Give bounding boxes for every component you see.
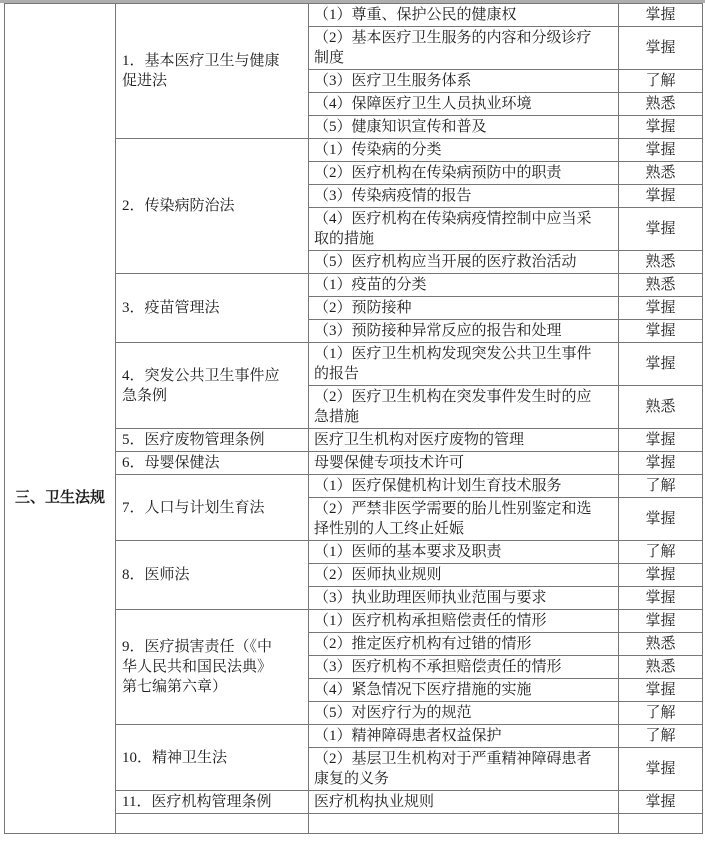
table-row xyxy=(5,4,703,27)
level-cell: 熟悉 xyxy=(619,274,703,297)
level-cell: 掌握 xyxy=(619,498,703,541)
law-name-cell: 10．精神卫生法 xyxy=(116,725,309,791)
topic-cell: （1）传染病的分类 xyxy=(309,139,619,162)
level-cell: 掌握 xyxy=(619,297,703,320)
level-cell: 熟悉 xyxy=(619,633,703,656)
level-cell: 掌握 xyxy=(619,452,703,475)
level-cell: 掌握 xyxy=(619,208,703,251)
level-cell: 掌握 xyxy=(619,610,703,633)
topic-cell: （4）保障医疗卫生人员执业环境 xyxy=(309,93,619,116)
topic-cell: （1）医疗机构承担赔偿责任的情形 xyxy=(309,610,619,633)
topic-cell: （2）严禁非医学需要的胎儿性别鉴定和选择性别的人工终止妊娠 xyxy=(309,498,619,541)
level-cell: 掌握 xyxy=(619,564,703,587)
topic-cell: （4）医疗机构在传染病疫情控制中应当采取的措施 xyxy=(309,208,619,251)
level-cell: 掌握 xyxy=(619,27,703,70)
topic-cell: （3）预防接种异常反应的报告和处理 xyxy=(309,320,619,343)
topic-cell: （1）医师的基本要求及职责 xyxy=(309,541,619,564)
topic-cell: （4）紧急情况下医疗措施的实施 xyxy=(309,679,619,702)
topic-cell: （1）精神障碍患者权益保护 xyxy=(309,725,619,748)
topic-cell: （3）传染病疫情的报告 xyxy=(309,185,619,208)
topic-cell: 母婴保健专项技术许可 xyxy=(309,452,619,475)
syllabus-table xyxy=(4,3,703,834)
topic-cell: （1）尊重、保护公民的健康权 xyxy=(309,4,619,27)
empty-cell xyxy=(619,814,703,834)
level-cell: 掌握 xyxy=(619,791,703,814)
level-cell: 掌握 xyxy=(619,185,703,208)
topic-cell: 医疗卫生机构对医疗废物的管理 xyxy=(309,429,619,452)
law-name-cell: 7．人口与计划生育法 xyxy=(116,475,309,541)
level-cell: 熟悉 xyxy=(619,656,703,679)
level-cell: 掌握 xyxy=(619,587,703,610)
syllabus-tbody xyxy=(5,4,703,834)
topic-cell: （1）医疗卫生机构发现突发公共卫生事件的报告 xyxy=(309,343,619,386)
topic-cell: （1）疫苗的分类 xyxy=(309,274,619,297)
topic-cell: （3）医疗机构不承担赔偿责任的情形 xyxy=(309,656,619,679)
empty-cell xyxy=(116,814,309,834)
topic-cell: （5）医疗机构应当开展的医疗救治活动 xyxy=(309,251,619,274)
law-name-cell: 5．医疗废物管理条例 xyxy=(116,429,309,452)
empty-cell xyxy=(309,814,619,834)
level-cell: 掌握 xyxy=(619,343,703,386)
section-label-cell xyxy=(5,4,116,834)
topic-cell: （3）医疗卫生服务体系 xyxy=(309,70,619,93)
topic-cell: （2）预防接种 xyxy=(309,297,619,320)
level-cell: 熟悉 xyxy=(619,386,703,429)
level-cell: 掌握 xyxy=(619,116,703,139)
level-cell: 熟悉 xyxy=(619,251,703,274)
topic-cell: （1）医疗保健机构计划生育技术服务 xyxy=(309,475,619,498)
law-name-cell: 3．疫苗管理法 xyxy=(116,274,309,343)
level-cell: 掌握 xyxy=(619,429,703,452)
level-cell: 掌握 xyxy=(619,139,703,162)
law-name-cell: 1．基本医疗卫生与健康促进法 xyxy=(116,4,309,139)
level-cell: 掌握 xyxy=(619,4,703,27)
level-cell: 掌握 xyxy=(619,748,703,791)
topic-cell: 医疗机构执业规则 xyxy=(309,791,619,814)
section-label: 三、卫生法规 xyxy=(14,490,105,506)
topic-cell: （2）医师执业规则 xyxy=(309,564,619,587)
level-cell: 了解 xyxy=(619,541,703,564)
topic-cell: （2）医疗机构在传染病预防中的职责 xyxy=(309,162,619,185)
topic-cell: （5）对医疗行为的规范 xyxy=(309,702,619,725)
topic-cell: （3）执业助理医师执业范围与要求 xyxy=(309,587,619,610)
topic-cell: （2）基本医疗卫生服务的内容和分级诊疗制度 xyxy=(309,27,619,70)
level-cell: 了解 xyxy=(619,725,703,748)
level-cell: 了解 xyxy=(619,475,703,498)
level-cell: 掌握 xyxy=(619,679,703,702)
law-name-cell: 9．医疗损害责任（《中华人民共和国民法典》第七编第六章） xyxy=(116,610,309,725)
topic-cell: （2）基层卫生机构对于严重精神障碍患者康复的义务 xyxy=(309,748,619,791)
law-name-cell: 4．突发公共卫生事件应急条例 xyxy=(116,343,309,429)
topic-cell: （5）健康知识宣传和普及 xyxy=(309,116,619,139)
law-name-cell: 11．医疗机构管理条例 xyxy=(116,791,309,814)
law-name-cell: 6．母婴保健法 xyxy=(116,452,309,475)
level-cell: 掌握 xyxy=(619,320,703,343)
level-cell: 熟悉 xyxy=(619,93,703,116)
level-cell: 了解 xyxy=(619,70,703,93)
topic-cell: （2）推定医疗机构有过错的情形 xyxy=(309,633,619,656)
level-cell: 了解 xyxy=(619,702,703,725)
topic-cell: （2）医疗卫生机构在突发事件发生时的应急措施 xyxy=(309,386,619,429)
law-name-cell: 8．医师法 xyxy=(116,541,309,610)
law-name-cell: 2．传染病防治法 xyxy=(116,139,309,274)
level-cell: 熟悉 xyxy=(619,162,703,185)
